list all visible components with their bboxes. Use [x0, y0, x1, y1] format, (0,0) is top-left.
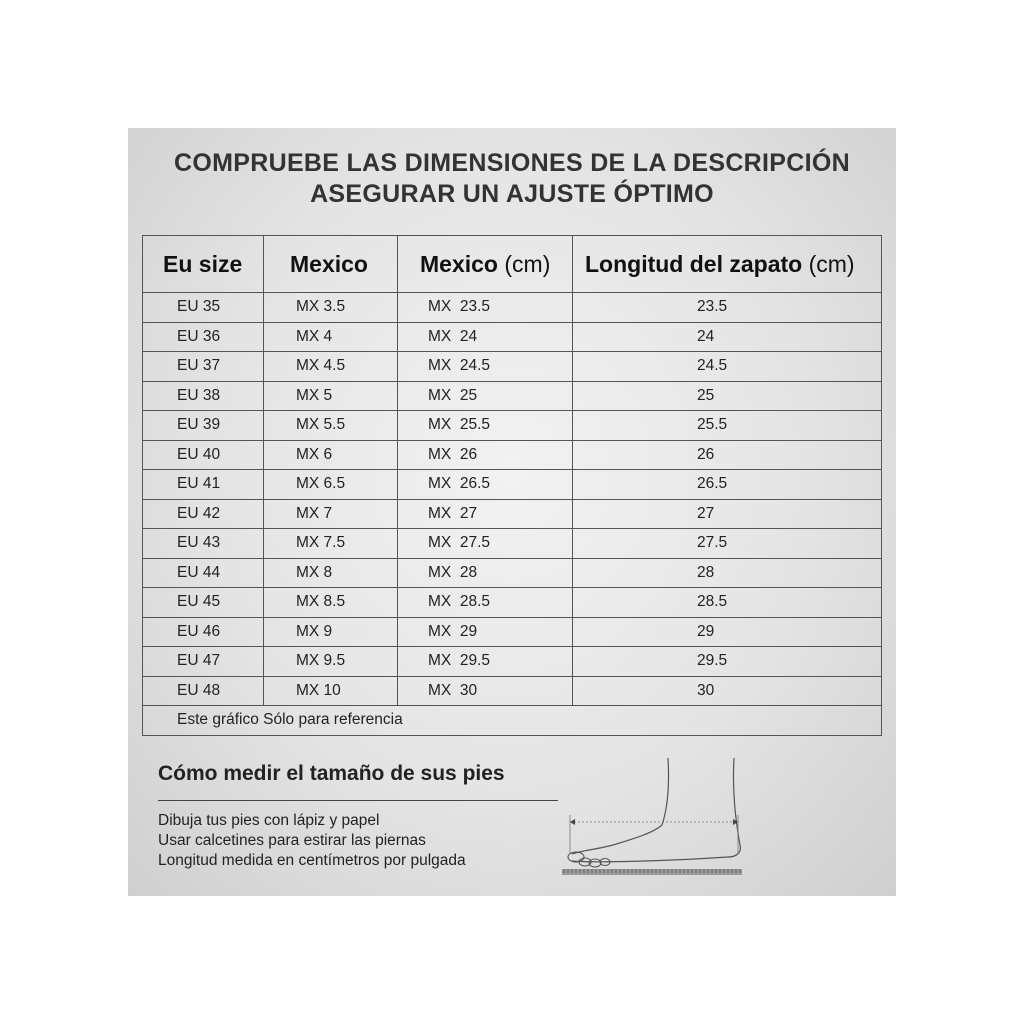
divider — [158, 800, 558, 801]
cell-shoe-length: 25 — [573, 381, 882, 411]
how-to-step: Longitud medida en centímetros por pulgada — [158, 852, 466, 869]
cell-eu-size: EU 40 — [143, 440, 264, 470]
how-to-step: Usar calcetines para estirar las piernas — [158, 832, 426, 849]
how-to-measure-title: Cómo medir el tamaño de sus pies — [158, 762, 505, 785]
table-note-row — [143, 706, 882, 736]
cell-mexico-cm: MX 28.5 — [398, 588, 573, 618]
cell-eu-size: EU 39 — [143, 411, 264, 441]
table-row — [143, 293, 882, 323]
cell-eu-size: EU 37 — [143, 352, 264, 382]
table-row — [143, 558, 882, 588]
title-line-2: ASEGURAR UN AJUSTE ÓPTIMO — [310, 180, 714, 208]
cell-mexico-cm: MX 27.5 — [398, 529, 573, 559]
cell-eu-size: EU 42 — [143, 499, 264, 529]
cell-mexico: MX 10 — [264, 676, 398, 706]
cell-shoe-length: 27 — [573, 499, 882, 529]
cell-eu-size: EU 35 — [143, 293, 264, 323]
cell-shoe-length: 23.5 — [573, 293, 882, 323]
table-row — [143, 676, 882, 706]
cell-shoe-length: 29 — [573, 617, 882, 647]
cell-mexico-cm: MX 23.5 — [398, 293, 573, 323]
cell-shoe-length: 27.5 — [573, 529, 882, 559]
cell-mexico: MX 7 — [264, 499, 398, 529]
cell-mexico-cm: MX 25.5 — [398, 411, 573, 441]
cell-mexico: MX 3.5 — [264, 293, 398, 323]
cell-mexico-cm: MX 30 — [398, 676, 573, 706]
cell-eu-size: EU 46 — [143, 617, 264, 647]
cell-shoe-length: 25.5 — [573, 411, 882, 441]
cell-shoe-length: 29.5 — [573, 647, 882, 677]
cell-shoe-length: 26.5 — [573, 470, 882, 500]
cell-eu-size: EU 47 — [143, 647, 264, 677]
table-row — [143, 322, 882, 352]
cell-shoe-length: 30 — [573, 676, 882, 706]
cell-mexico: MX 4 — [264, 322, 398, 352]
cell-mexico: MX 5.5 — [264, 411, 398, 441]
cell-mexico-cm: MX 24.5 — [398, 352, 573, 382]
cell-eu-size: EU 45 — [143, 588, 264, 618]
cell-mexico: MX 4.5 — [264, 352, 398, 382]
cell-shoe-length: 24 — [573, 322, 882, 352]
cell-eu-size: EU 48 — [143, 676, 264, 706]
cell-eu-size: EU 36 — [143, 322, 264, 352]
cell-eu-size: EU 44 — [143, 558, 264, 588]
table-row — [143, 440, 882, 470]
cell-mexico-cm: MX 26.5 — [398, 470, 573, 500]
cell-mexico-cm: MX 27 — [398, 499, 573, 529]
cell-mexico: MX 6 — [264, 440, 398, 470]
cell-shoe-length: 28 — [573, 558, 882, 588]
header-eu-size: Eu size — [143, 236, 264, 293]
cell-mexico: MX 8 — [264, 558, 398, 588]
cell-mexico: MX 9.5 — [264, 647, 398, 677]
cell-mexico: MX 6.5 — [264, 470, 398, 500]
how-to-step: Dibuja tus pies con lápiz y papel — [158, 812, 380, 829]
table-row — [143, 588, 882, 618]
header-mexico-cm: Mexico (cm) — [398, 236, 573, 293]
cell-mexico-cm: MX 25 — [398, 381, 573, 411]
size-table — [142, 235, 882, 736]
foot-measure-icon — [558, 753, 748, 883]
table-row — [143, 352, 882, 382]
table-row — [143, 411, 882, 441]
table-row — [143, 617, 882, 647]
table-row — [143, 470, 882, 500]
cell-shoe-length: 26 — [573, 440, 882, 470]
table-row — [143, 381, 882, 411]
header-shoe-length: Longitud del zapato (cm) — [573, 236, 882, 293]
cell-mexico: MX 8.5 — [264, 588, 398, 618]
cell-mexico-cm: MX 28 — [398, 558, 573, 588]
cell-eu-size: EU 38 — [143, 381, 264, 411]
header-mexico: Mexico — [264, 236, 398, 293]
cell-eu-size: EU 41 — [143, 470, 264, 500]
cell-mexico: MX 5 — [264, 381, 398, 411]
reference-note: Este gráfico Sólo para referencia — [143, 706, 882, 736]
cell-mexico: MX 9 — [264, 617, 398, 647]
title-line-1: COMPRUEBE LAS DIMENSIONES DE LA DESCRIPCIÓN — [174, 149, 850, 177]
table-row — [143, 647, 882, 677]
cell-mexico-cm: MX 26 — [398, 440, 573, 470]
cell-shoe-length: 24.5 — [573, 352, 882, 382]
cell-mexico: MX 7.5 — [264, 529, 398, 559]
cell-shoe-length: 28.5 — [573, 588, 882, 618]
table-row — [143, 529, 882, 559]
table-row — [143, 499, 882, 529]
cell-eu-size: EU 43 — [143, 529, 264, 559]
cell-mexico-cm: MX 29.5 — [398, 647, 573, 677]
size-chart-card — [128, 128, 896, 896]
cell-mexico-cm: MX 24 — [398, 322, 573, 352]
cell-mexico-cm: MX 29 — [398, 617, 573, 647]
table-header-row — [143, 236, 882, 293]
